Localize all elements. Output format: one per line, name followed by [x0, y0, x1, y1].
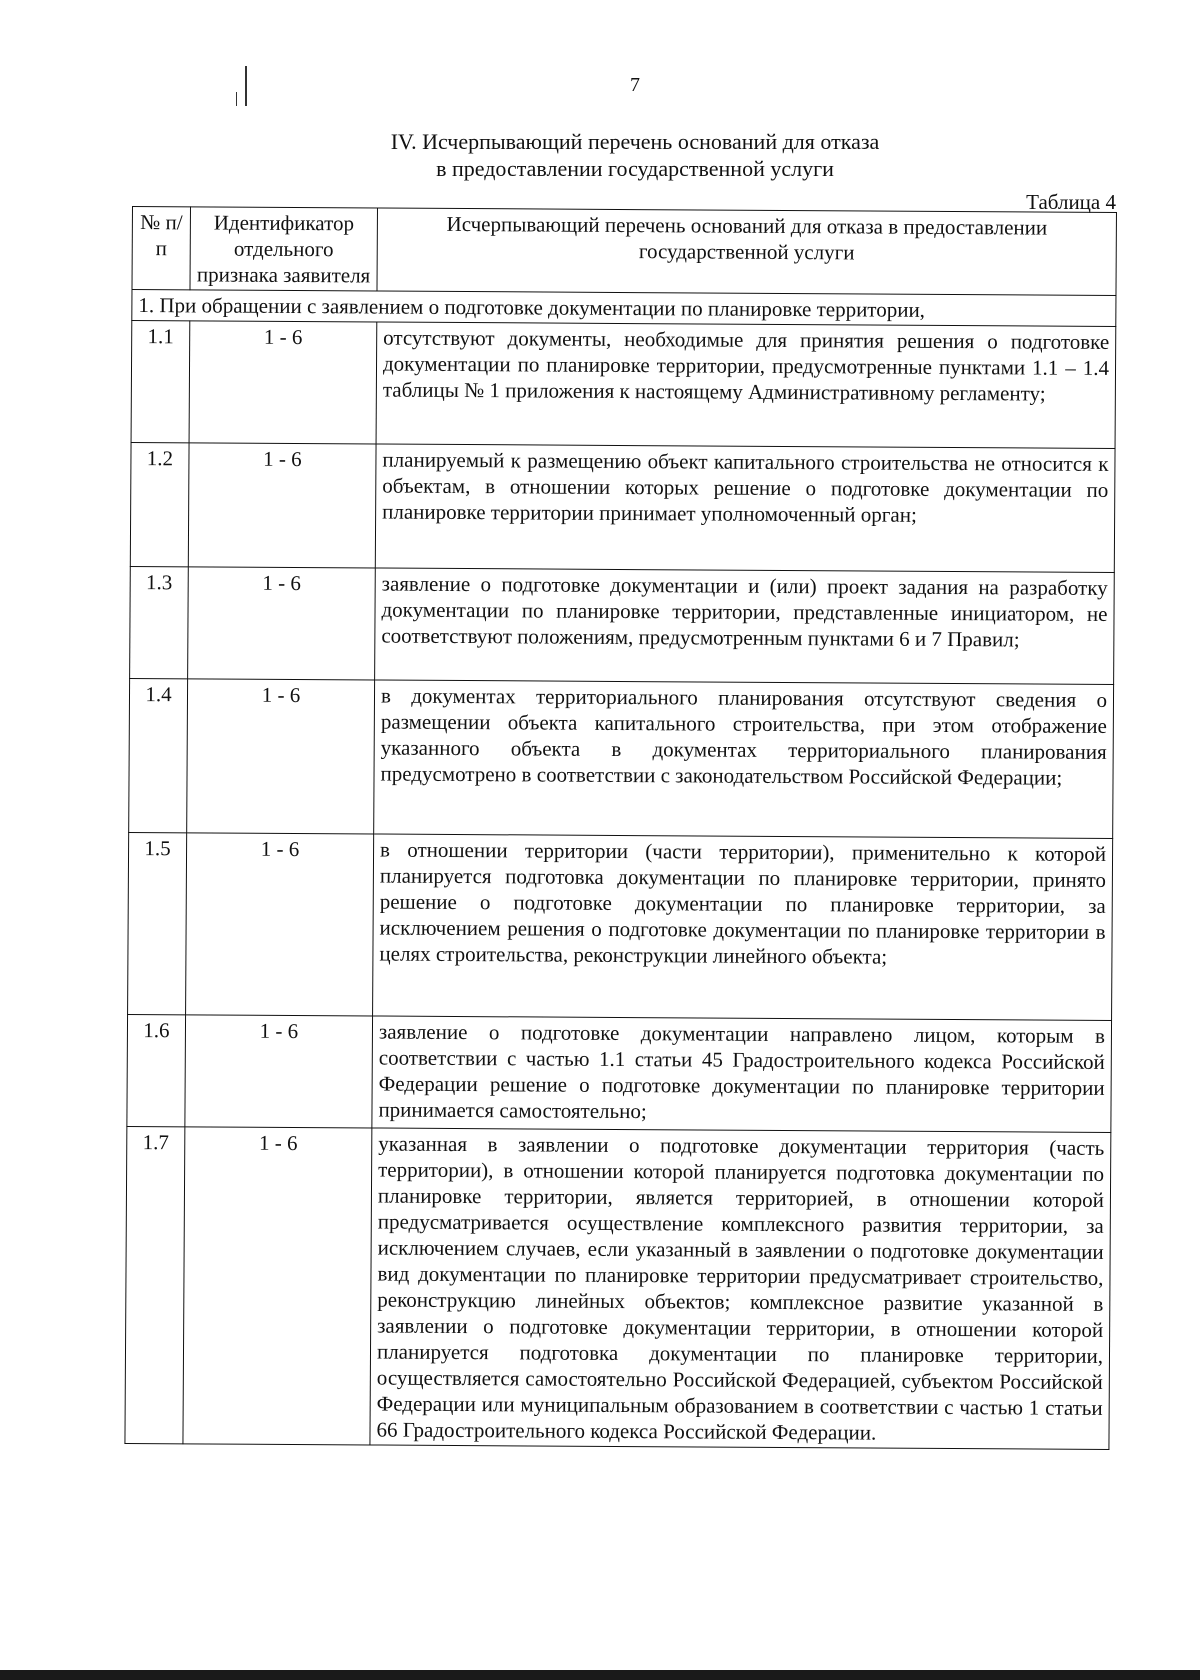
row-identifier: 1 - 6 [188, 443, 376, 568]
grounds-table [124, 206, 1117, 1450]
row-text: планируемый к размещению объект капитального строительства не относится к объектам, в отношении которых решение о подготовке документации по планировке территории принимает уполномоченный орган; [375, 444, 1115, 573]
table-label: Таблица 4 [1026, 190, 1116, 214]
row-text: отсутствуют документы, необходимые для принятия решения о подготовке документации по планировке территории, предусмотренные пунктами 1.1 – 1.4 таблицы № 1 приложения к настоящему Административному регламенту; [376, 322, 1116, 449]
row-number: 1.2 [130, 442, 189, 566]
row-text: в отношении территории (части территории), применительно к которой планируется подготовка документации по планировке территории, принято решение о подготовке документации по планировке территории, за исключением решения о подготовке документации по планировке территории в целях строительства, реконструкции линейного объекта; [373, 834, 1113, 1021]
table-row [127, 1014, 1112, 1132]
table-row [125, 1126, 1111, 1449]
row-text: указанная в заявлении о подготовке документации территория (часть территории), в отношении которой планируется подготовка документации по планировке территории, является территорией, в отношении которой предусматривается осуществление комплексного развития территории, за исключением случаев, если указанный в заявлении о подготовке документации вид документации по планировке территории предусматривает строительство, реконструкцию линейных объектов; комплексное развитие указанной в заявлении о подготовке документации территории, в отношении которой планируется подготовка документации по планировке территории, осуществляется самостоятельно Российской Федерацией, субъектом Российской Федерации или муниципальным образованием в соответствии с частью 1 статьи 66 Градостроительного кодекса Российской Федерации. [370, 1128, 1111, 1450]
row-text: заявление о подготовке документации и (или) проект задания на разработку документации по планировке территории, представленные инициатором, не соответствуют положениям, предусмотренным пунктами 6 и 7 Правил; [375, 568, 1115, 685]
table-row [130, 442, 1115, 572]
table-row [130, 566, 1115, 684]
row-number: 1.3 [130, 566, 189, 678]
row-identifier: 1 - 6 [189, 321, 377, 444]
row-identifier: 1 - 6 [188, 567, 376, 680]
header-identifier: Идентификатор отдельного признака заявителя [190, 207, 378, 291]
header-num: № п/п [132, 207, 191, 290]
row-number: 1.5 [128, 832, 187, 1014]
row-identifier: 1 - 6 [187, 679, 375, 834]
header-grounds: Исчерпывающий перечень оснований для отказа в предоставлении государственной услуги [377, 208, 1116, 296]
table-header-row [132, 207, 1116, 296]
row-identifier: 1 - 6 [186, 833, 374, 1016]
row-number: 1.1 [131, 321, 190, 443]
row-number: 1.4 [129, 678, 188, 832]
row-number: 1.6 [127, 1014, 186, 1126]
row-identifier: 1 - 6 [183, 1127, 372, 1445]
table-row [129, 678, 1114, 838]
page-number: 7 [630, 74, 640, 96]
row-number: 1.7 [125, 1126, 185, 1443]
section-title: 1. При обращении с заявлением о подготовке документации по планировке территории, [132, 290, 1116, 327]
section-heading [290, 128, 980, 182]
table-row [128, 832, 1113, 1020]
scan-bottom-edge [0, 1670, 1200, 1680]
row-text: заявление о подготовке документации направлено лицом, которым в соответствии с частью 1.1 статьи 45 Градостроительного кодекса Российской Федерации решение о подготовке документации по планировке территории принимается самостоятельно; [372, 1016, 1112, 1133]
heading-line-1: IV. Исчерпывающий перечень оснований для отказа [390, 129, 880, 154]
row-identifier: 1 - 6 [185, 1015, 373, 1128]
table-row [131, 321, 1116, 449]
row-text: в документах территориального планирования отсутствуют сведения о размещении объекта капитального строительства, при этом отображение указанного объекта в документах территориального планирования предусмотрено в соответствии с законодательством Российской Федерации; [374, 680, 1114, 839]
heading-line-2: в предоставлении государственной услуги [436, 156, 834, 181]
